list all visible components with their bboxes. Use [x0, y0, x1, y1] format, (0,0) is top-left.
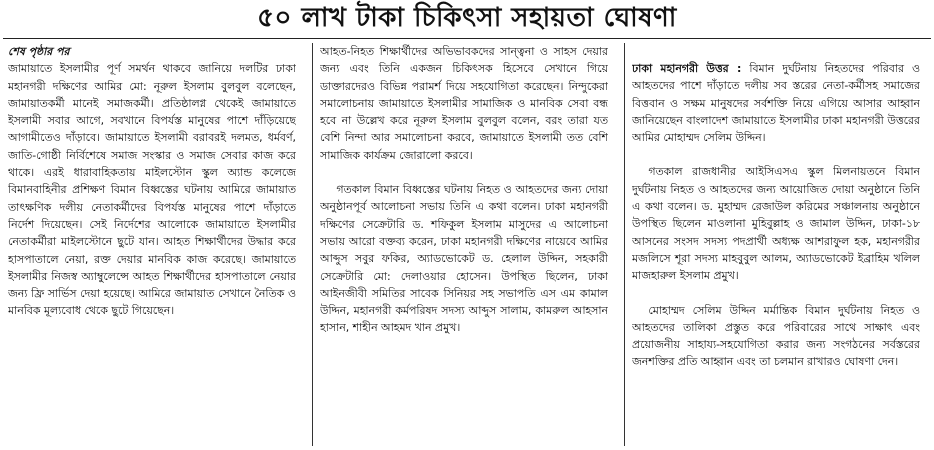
- column-divider: [312, 43, 313, 446]
- dateline: ঢাকা মহানগরী উত্তর :: [632, 62, 742, 75]
- column-2: [320, 43, 608, 448]
- paragraph: আহত-নিহত শিক্ষার্থীদের অভিভাবকদের সান্ত্বনা ও সাহস দেয়ার জন্য এবং তিনি একজন চিকিৎসক হিসেবে সেখানে গিয়ে ডাক্তারদেরও বিভিন্ন পরামর্শ দিয়ে সহযোগিতা করেছেন। নিন্দুকেরা সমালোচনায় জামায়াতে ইসলামীর সামাজিক ও মানবিক সেবা বন্ধ হবে না উল্লেখ করে নূরুল ইসলাম বুলবুল বলেন, বরং তারা যত বেশি নিন্দা আর সমালোচনা করবে, জামায়াতে ইসলামী তত বেশি সামাজিক কার্যক্রম জোরালো করবে।: [320, 45, 608, 162]
- paragraph: গতকাল রাজধানীর আইসিএসএ স্কুল মিলনায়তনে বিমান দুর্ঘটনায় নিহত ও আহতদের জন্য আয়োজিত দোয়া অনুষ্ঠানে তিনি এ কথা বলেন। ড. মুহাম্মদ রেজাউল করিমের সঞ্চালনায় অনুষ্ঠানে উপস্থিত ছিলেন মাওলানা মুহিবুল্লাহ ও জামাল উদ্দিন, ঢাকা-১৮ আসনের সংসদ সদস্য পদপ্রার্থী অধ্যক্ষ আশরাফুল হক, মহানগরীর মজলিসে শূরা সদস্য মাহবুবুল আলম, অ্যাডভোকেট ইব্রাহিম খলিল মাজহারুল ইসলাম প্রমুখ।: [632, 165, 920, 283]
- headline: ৫০ লাখ টাকা চিকিৎসা সহায়তা ঘোষণা: [257, 3, 677, 33]
- headline-rule: [3, 38, 931, 39]
- paragraph-text: বিমান দুর্ঘটনায় নিহতদের পরিবার ও আহতদের পাশে দাঁড়াতে দলীয় সব স্তরের নেতা-কর্মীসহ সমাজের বিত্তবান ও সক্ষম মানুষদের সর্বশক্তি নিয়ে এগিয়ে আসার আহ্বান জানিয়েছেন বাংলাদেশ জামায়াতে ইসলামীর ঢাকা মহানগরী উত্তরের আমির মোহাম্মদ সেলিম উদ্দিন।: [632, 62, 920, 145]
- paragraph: গতকাল বিমান বিধ্বস্তের ঘটনায় নিহত ও আহতদের জন্য দোয়া অনুষ্ঠানপূর্ব আলোচনা সভায় তিনি এ কথা বলেন। ঢাকা মহানগরী দক্ষিণের সেক্রেটারি ড. শফিকুল ইসলাম মাসুদের এ আলোচনা সভায় আরো বক্তব্য করেন, ঢাকা মহানগরী দক্ষিণের নায়েবে আমির আব্দুস সবুর ফকির, অ্যাডভোকেট ড. হেলাল উদ্দিন, সহকারী সেক্রেটারি মো: দেলাওয়ার হোসেন। উপস্থিত ছিলেন, ঢাকা আইনজীবী সমিতির সাবেক সিনিয়র সহ সভাপতি এস এম কামাল উদ্দিন, মহানগরী কর্মপরিষদ সদস্য আব্দুস সালাম, কামরুল আহসান হাসান, শাহীন আহমদ খান প্রমুখ।: [320, 183, 608, 335]
- paragraph: [632, 60, 920, 146]
- column-1: [8, 43, 296, 448]
- paragraph: জামায়াতে ইসলামীর পূর্ণ সমর্থন থাকবে জানিয়ে দলটির ঢাকা মহানগরী দক্ষিণের আমির মো: নূরুল ইসলাম বুলবুল বলেছেন, জামায়াতকর্মী মানেই সমাজকর্মী। প্রতিষ্ঠালগ্ন থেকেই জামায়াতে ইসলামী সবার আগে, সবখানে বিপর্যস্ত মানুষের পাশে দাঁড়িয়েছে আগামীতেও দাঁড়াবে। জামায়াতে ইসলামী বরাবরই দলমত, ধর্মবর্ণ, জাতি-গোষ্ঠী নির্বিশেষে সমাজ সংস্কার ও সমাজ সেবার কাজ করে থাকে। এরই ধারাবাহিকতায় মাইলস্টোন স্কুল অ্যান্ড কলেজে বিমানবাহিনীর প্রশিক্ষণ বিমান বিধ্বস্তের ঘটনায় আমিরে জামায়াত তাৎক্ষণিক দলীয় নেতাকর্মীদের বিপর্যস্ত মানুষের পাশে দাঁড়াতে নির্দেশ দিয়েছেন। সেই নির্দেশের আলোকে জামায়াতে ইসলামীর নেতাকর্মীরা মাইলস্টোনে ছুটে যান। আহত শিক্ষার্থীদের উদ্ধার করে হাসপাতালে নেয়া, রক্ত দেয়ার মানবিক কাজ করেছে। জামায়াতে ইসলামীর নিজস্ব অ্যাম্বুলেন্সে আহত শিক্ষার্থীদের হাসপাতালে নেয়ার জন্য ফ্রি সার্ভিস দেয়া হয়েছে। আমিরে জামায়াত সেখানে নৈতিক ও মানবিক মূল্যবোধ থেকে ছুটে গিয়েছেন।: [8, 62, 296, 318]
- column-divider: [624, 43, 625, 446]
- continued-label: শেষ পৃষ্ঠার পর: [8, 45, 70, 58]
- column-3: [632, 43, 920, 448]
- paragraph: মোহাম্মদ সেলিম উদ্দিন মর্মান্তিক বিমান দুর্ঘটনায় নিহত ও আহতদের তালিকা প্রস্তুত করে পরিবারের সাথে সাক্ষাৎ এবং প্রয়োজনীয় সাহায্য-সহযোগিতা করার জন্য সংগঠনের সর্বস্তরের জনশক্তির প্রতি আহ্বান এবং তা চলমান রাখারও ঘোষণা দেন।: [632, 303, 920, 369]
